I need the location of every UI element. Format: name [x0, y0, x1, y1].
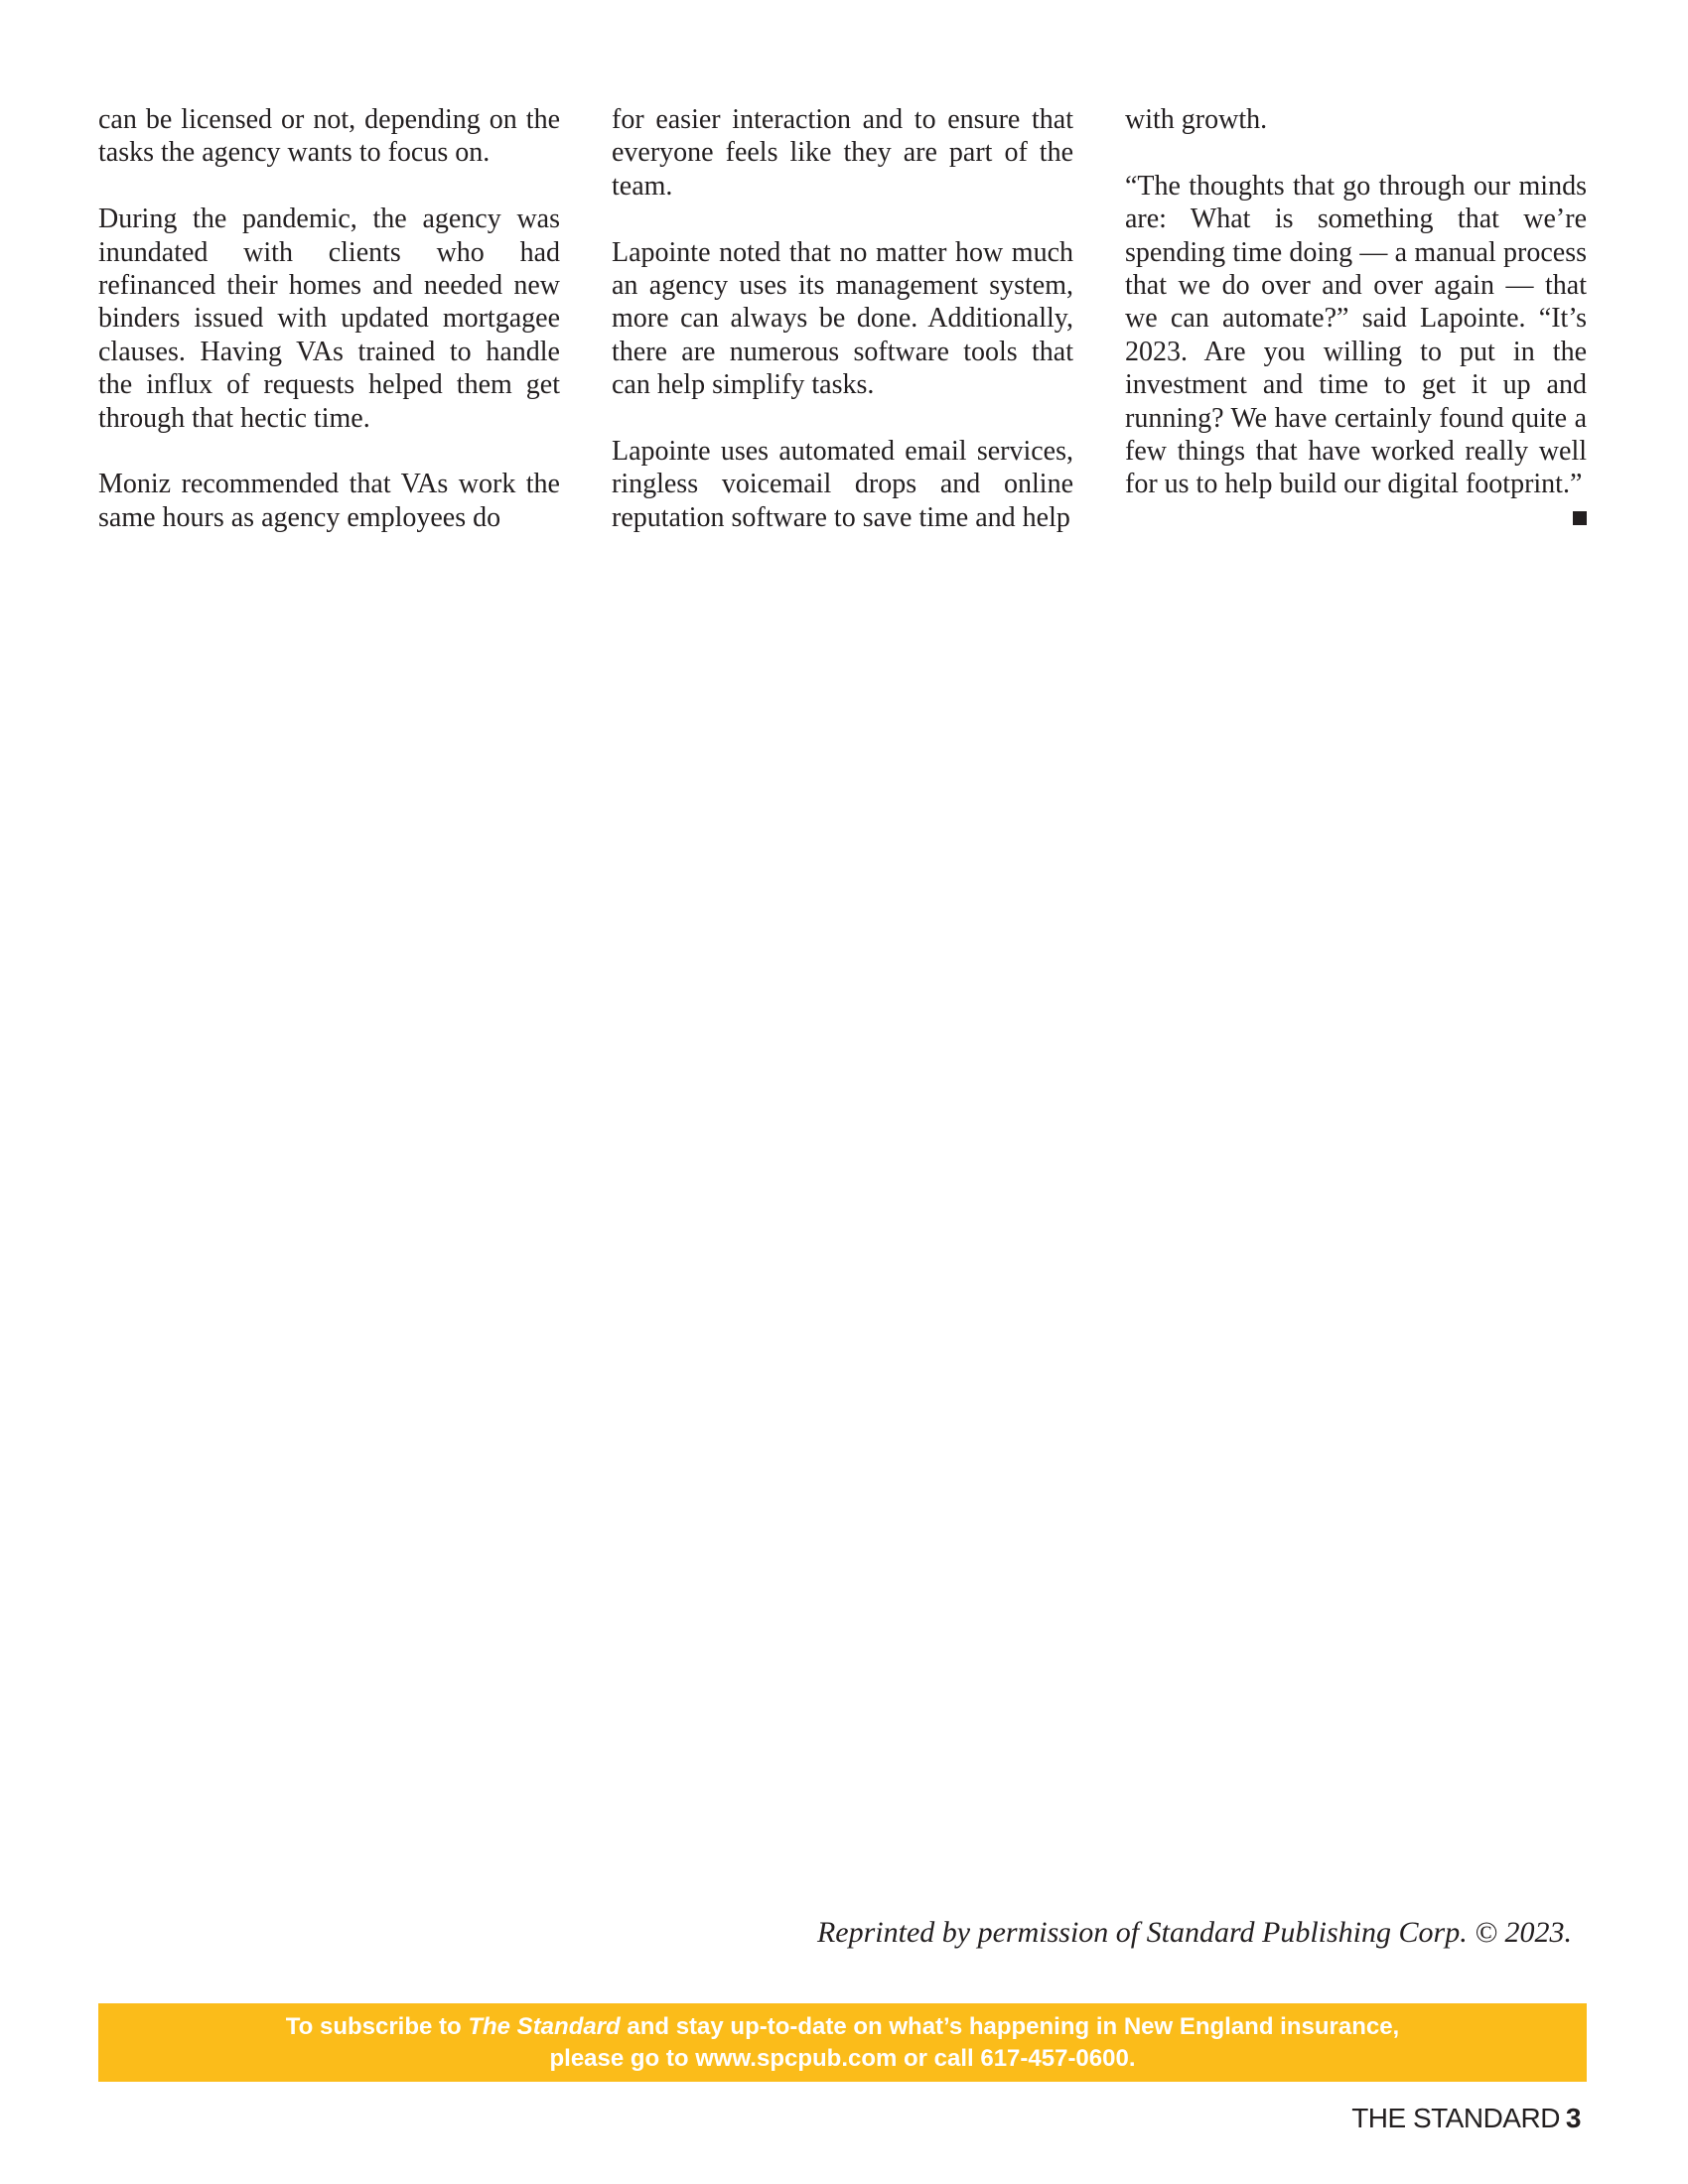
subscribe-banner — [98, 2003, 1587, 2082]
paragraph-text: “The thoughts that go through our minds are: What is something that we’re spending time doing — a manual process that we do over and over again — that we can automate?” said Lapointe. “It’s 2023. Are you willing to put in the investment and time to get it up and running? We have certainly found quite a few things that have worked really well for us to help build our digital footprint.” — [1125, 170, 1587, 500]
article-column-3 — [1125, 103, 1587, 534]
paragraph: with growth. — [1125, 104, 1268, 135]
paragraph: Lapointe uses automated email services, ringless voicemail drops and online reputation software to save time and help — [612, 436, 1073, 533]
page-footer — [1351, 2103, 1581, 2134]
article-column-1 — [98, 103, 560, 534]
page-number: 3 — [1565, 2103, 1581, 2133]
subscribe-suffix: and stay up-to-date on what’s happening in New England insurance, — [620, 2012, 1400, 2040]
paragraph: for easier interaction and to ensure that everyone feels like they are part of the team. — [612, 104, 1073, 202]
paragraph-final — [1125, 170, 1587, 501]
end-of-article-square-icon — [1573, 511, 1587, 525]
paragraph: Lapointe noted that no matter how much an agency uses its management system, more can always be done. Additionally, there are numerous software tools that can help simplify tasks. — [612, 236, 1073, 401]
article-column-2 — [612, 103, 1073, 534]
paragraph: Moniz recommended that VAs work the same hours as agency employees do — [98, 469, 560, 533]
subscribe-line-2: please go to www.spcpub.com or call 617-457-0600. — [549, 2044, 1136, 2072]
publication-title: The Standard — [468, 2012, 621, 2040]
paragraph: can be licensed or not, depending on the tasks the agency wants to focus on. — [98, 104, 560, 169]
publication-name: THE STANDARD — [1351, 2103, 1560, 2133]
subscribe-prefix: To subscribe to — [285, 2012, 469, 2040]
reprint-notice: Reprinted by permission of Standard Publishing Corp. © 2023. — [816, 1916, 1572, 1949]
subscribe-line-1 — [98, 2011, 1587, 2043]
article-columns — [98, 103, 1587, 534]
paragraph: During the pandemic, the agency was inundated with clients who had refinanced their homes and needed new binders issued with updated mortgagee clauses. Having VAs trained to handle the influx of requests helped them get through that hectic time. — [98, 204, 560, 434]
